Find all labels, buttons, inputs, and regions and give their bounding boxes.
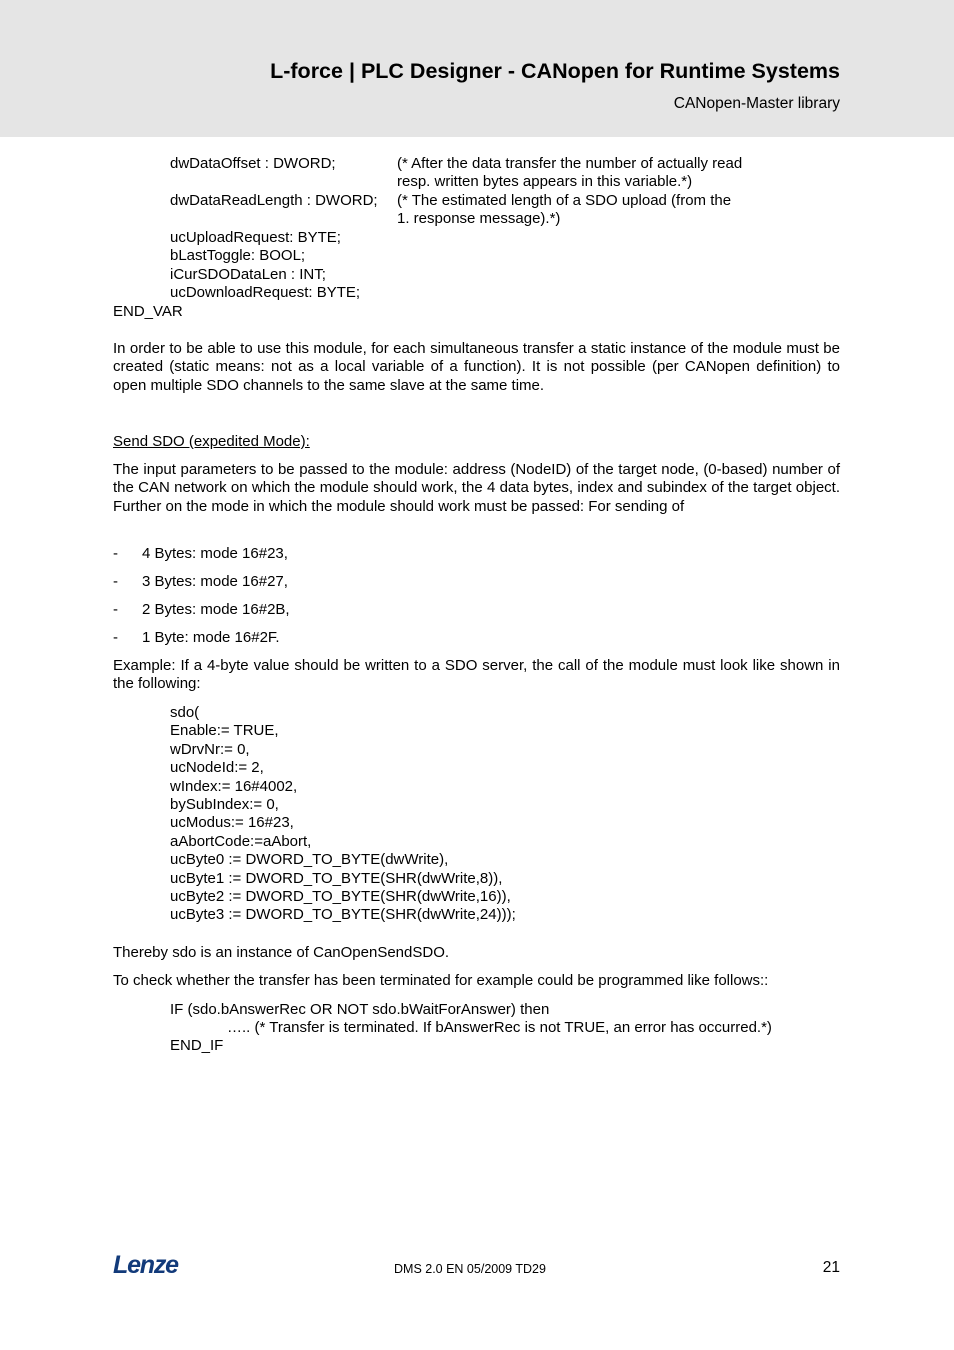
code-line: bySubIndex:= 0, — [170, 795, 279, 813]
comment-line: resp. written bytes appears in this variable.*) — [397, 173, 693, 191]
section-heading: Send SDO (expedited Mode): — [113, 433, 310, 450]
code-line: ucByte2 := DWORD_TO_BYTE(SHR(dwWrite,16)), — [170, 887, 511, 905]
var-decl: bLastToggle: BOOL; — [170, 247, 306, 265]
document-title: L-force | PLC Designer - CANopen for Runtime Systems — [270, 59, 840, 83]
end-var: END_VAR — [113, 303, 183, 320]
list-item-text: 1 Byte: mode 16#2F. — [142, 629, 280, 646]
code-line: ucByte1 := DWORD_TO_BYTE(SHR(dwWrite,8)), — [170, 869, 503, 887]
code-block-call — [170, 704, 516, 925]
code-line: ucModus:= 16#23, — [170, 814, 294, 832]
paragraph-example: Example: If a 4-byte value should be written to a SDO server, the call of the module must look like shown in the following: — [113, 657, 840, 693]
code-line: wDrvNr:= 0, — [170, 740, 250, 758]
paragraph-instance: In order to be able to use this module, for each simultaneous transfer a static instance of the module must be created (static means: not as a local variable of a function). It is not possible (per CANopen definition) to open multiple SDO channels to the same slave at the same time. — [113, 340, 840, 394]
var-plain-list — [170, 229, 360, 303]
svg-text:Lenze: Lenze — [113, 1251, 178, 1277]
code-line: wIndex:= 16#4002, — [170, 777, 298, 795]
bullet-marker: - — [113, 629, 118, 646]
comment-line: (* The estimated length of a SDO upload (from the — [397, 192, 732, 209]
code-line: Enable:= TRUE, — [170, 722, 279, 740]
var-decl: iCurSDODataLen : INT; — [170, 265, 326, 283]
list-item-text: 2 Bytes: mode 16#2B, — [142, 601, 290, 618]
bullet-marker: - — [113, 601, 118, 618]
lenze-logo-icon — [113, 1251, 193, 1277]
list-item-text: 3 Bytes: mode 16#27, — [142, 573, 288, 590]
code-line: ucByte0 := DWORD_TO_BYTE(dwWrite), — [170, 851, 449, 869]
paragraph-input-parameters: The input parameters to be passed to the module: address (NodeID) of the target node, (0-based) number of the CAN network on which the module should work, the 4 data bytes, index and subindex of the target object. Further on the mode in which the module should work must be passed: For sending of — [113, 461, 840, 515]
paragraph-check: To check whether the transfer has been terminated for example could be programmed like follows:: — [113, 972, 769, 989]
paragraph-thereby: Thereby sdo is an instance of CanOpenSendSDO. — [113, 944, 450, 961]
var-decl: ucDownloadRequest: BYTE; — [170, 284, 361, 302]
var-decl: dwDataOffset : DWORD; — [170, 155, 336, 172]
document-subtitle: CANopen-Master library — [673, 95, 840, 112]
var-decl: dwDataReadLength : DWORD; — [170, 192, 378, 209]
code-line: aAbortCode:=aAbort, — [170, 832, 312, 850]
lenze-logo — [113, 1251, 193, 1282]
var-comment — [397, 155, 742, 192]
page-number: 21 — [822, 1259, 840, 1276]
page-header — [0, 0, 954, 137]
document-id: DMS 2.0 EN 05/2009 TD29 — [394, 1262, 546, 1276]
bullet-marker: - — [113, 573, 118, 590]
code-line: END_IF — [170, 1037, 224, 1054]
list-item-text: 4 Bytes: mode 16#23, — [142, 545, 288, 562]
comment-line: 1. response message).*) — [397, 210, 561, 228]
code-line: ….. (* Transfer is terminated. If bAnswerRec is not TRUE, an error has occurred.*) — [227, 1019, 772, 1036]
code-line: ucNodeId:= 2, — [170, 759, 264, 777]
bullet-marker: - — [113, 545, 118, 562]
var-comment — [397, 192, 731, 229]
code-line: IF (sdo.bAnswerRec OR NOT sdo.bWaitForAnswer) then — [170, 1001, 550, 1018]
code-line: ucByte3 := DWORD_TO_BYTE(SHR(dwWrite,24))); — [170, 906, 516, 924]
var-decl: ucUploadRequest: BYTE; — [170, 229, 341, 246]
code-line: sdo( — [170, 704, 200, 721]
comment-line: (* After the data transfer the number of actually read — [397, 155, 743, 172]
